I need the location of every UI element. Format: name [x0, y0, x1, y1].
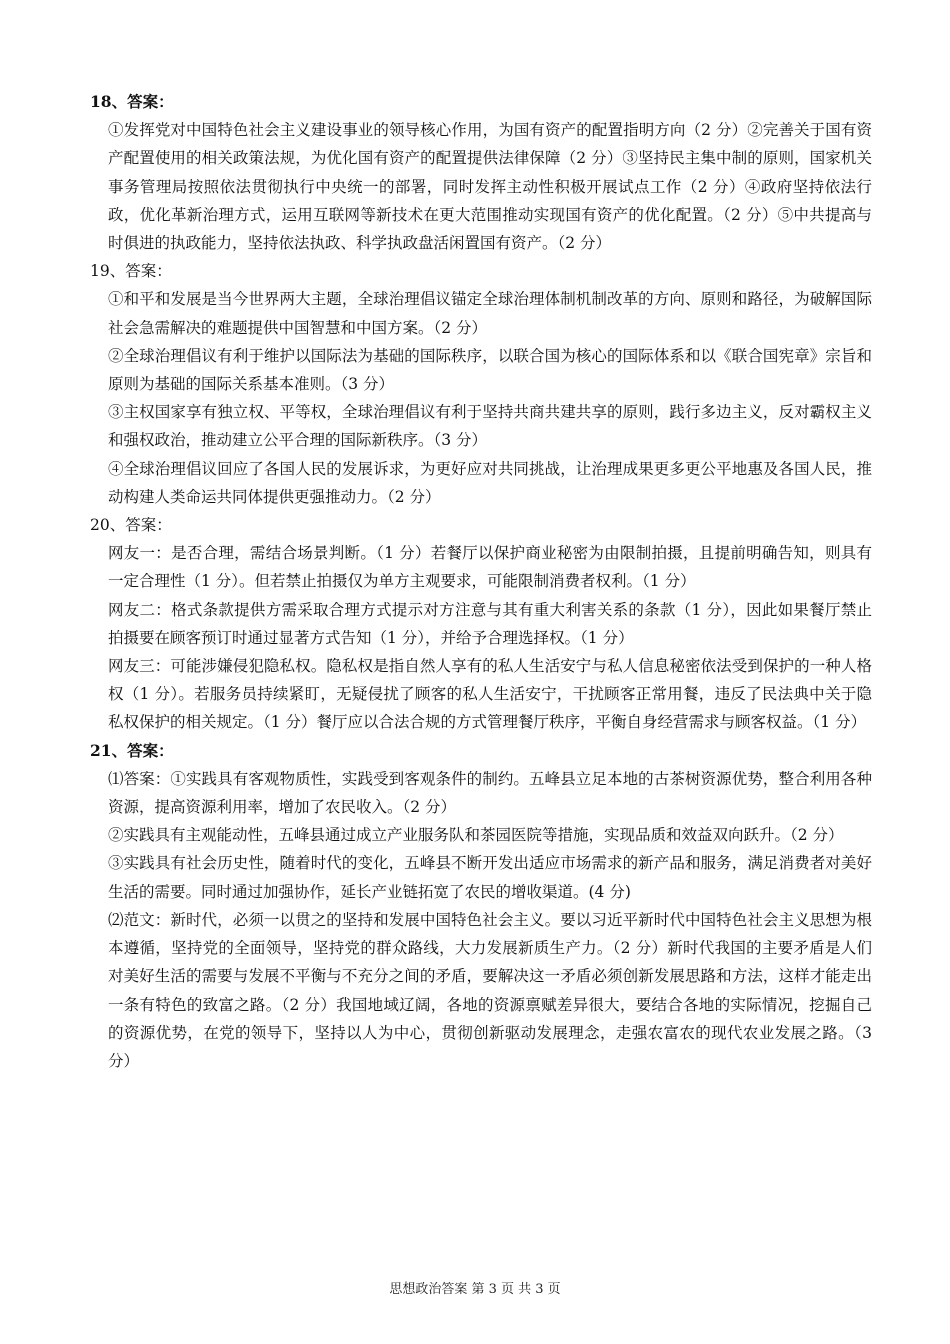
question-20-label: 20、答案：	[90, 516, 172, 535]
question-21-part-1-point-3: ③实践具有社会历史性，随着时代的变化，五峰县不断开发出适应市场需求的新产品和服务，满足消费者对美好生活的需要。同时通过加强协作，延长产业链拓宽了农民的增收渠道。(4 分)	[108, 854, 872, 901]
page-footer: 思想政治答案 第 3 页 共 3 页	[389, 1282, 561, 1297]
question-19-point-3: ③主权国家享有独立权、平等权，全球治理倡议有利于坚持共商共建共享的原则，践行多边主义，反对霸权主义和强权政治，推动建立公平合理的国际新秩序。（3 分）	[108, 403, 872, 450]
question-20-netizen-2: 网友二：格式条款提供方需采取合理方式提示对方注意与其有重大利害关系的条款（1 分），因此如果餐厅禁止拍摄要在顾客预订时通过显著方式告知（1 分），并给予合理选择权。（1 分）	[108, 600, 872, 647]
question-20-netizen-1: 网友一：是否合理，需结合场景判断。（1 分）若餐厅以保护商业秘密为由限制拍摄，且提前明确告知，则具有一定合理性（1 分）。但若禁止拍摄仅为单方主观要求，可能限制消费者权利。（1 分）	[108, 544, 872, 591]
question-19-point-1: ①和平和发展是当今世界两大主题，全球治理倡议锚定全球治理体制机制改革的方向、原则和路径，为破解国际社会急需解决的难题提供中国智慧和中国方案。（2 分）	[108, 290, 872, 337]
question-21-part-1-point-1: ⑴答案：①实践具有客观物质性，实践受到客观条件的制约。五峰县立足本地的古茶树资源优势，整合利用各种资源，提高资源利用率，增加了农民收入。（2 分）	[108, 769, 872, 817]
question-21-label: 21、答案：	[90, 740, 174, 760]
question-20	[90, 511, 872, 737]
question-21-part-2-essay: ⑵范文：新时代，必须一以贯之的坚持和发展中国特色社会主义。要以习近平新时代中国特色社会主义思想为根本遵循，坚持党的全面领导，坚持党的群众路线，大力发展新质生产力。（2 分）新时代我国的主要矛盾是人们对美好生活的需要与发展不平衡与不充分之间的矛盾，要解决这一矛盾必须创新发展思路和方法，这样才能走出一条有特色的致富之路。（2 分）我国地域辽阔，各地的资源禀赋差异很大，要结合各地的实际情况，挖掘自己的资源优势，在党的领导下，坚持以人为中心，贯彻创新驱动发展理念，走强农富农的现代农业发展之路。（3 分）	[108, 910, 872, 1070]
question-18-answer: ①发挥党对中国特色社会主义建设事业的领导核心作用，为国有资产的配置指明方向（2 分）②完善关于国有资产配置使用的相关政策法规，为优化国有资产的配置提供法律保障（2 分）③坚持民主集中制的原则，国家机关事务管理局按照依法贯彻执行中央统一的部署，同时发挥主动性积极开展试点工作（2 分）④政府坚持依法行政，优化革新治理方式，运用互联网等新技术在更大范围推动实现国有资产的优化配置。（2 分）⑤中共提高与时俱进的执政能力，坚持依法执政、科学执政盘活闲置国有资产。（2 分）	[108, 121, 872, 253]
question-21-part-1-point-2: ②实践具有主观能动性，五峰县通过成立产业服务队和茶园医院等措施，实现品质和效益双向跃升。（2 分）	[108, 826, 844, 845]
question-19-point-2: ②全球治理倡议有利于维护以国际法为基础的国际秩序，以联合国为核心的国际体系和以《联合国宪章》宗旨和原则为基础的国际关系基本准则。（3 分）	[108, 346, 872, 394]
question-18	[90, 88, 872, 257]
question-20-netizen-3: 网友三：可能涉嫌侵犯隐私权。隐私权是指自然人享有的私人生活安宁与私人信息秘密依法受到保护的一种人格权（1 分）。若服务员持续紧盯，无疑侵扰了顾客的私人生活安宁，干扰顾客正常用餐，违反了民法典中关于隐私权保护的相关规定。（1 分）餐厅应以合法合规的方式管理餐厅秩序，平衡自身经营需求与顾客权益。（1 分）	[108, 657, 872, 732]
question-19	[90, 257, 872, 511]
question-18-label: 18、答案：	[90, 92, 174, 111]
question-21	[90, 737, 872, 1075]
question-19-point-4: ④全球治理倡议回应了各国人民的发展诉求，为更好应对共同挑战，让治理成果更多更公平地惠及各国人民，推动构建人类命运共同体提供更强推动力。（2 分）	[108, 459, 872, 506]
answer-sheet	[90, 88, 872, 1075]
question-19-label: 19、答案：	[90, 262, 172, 281]
